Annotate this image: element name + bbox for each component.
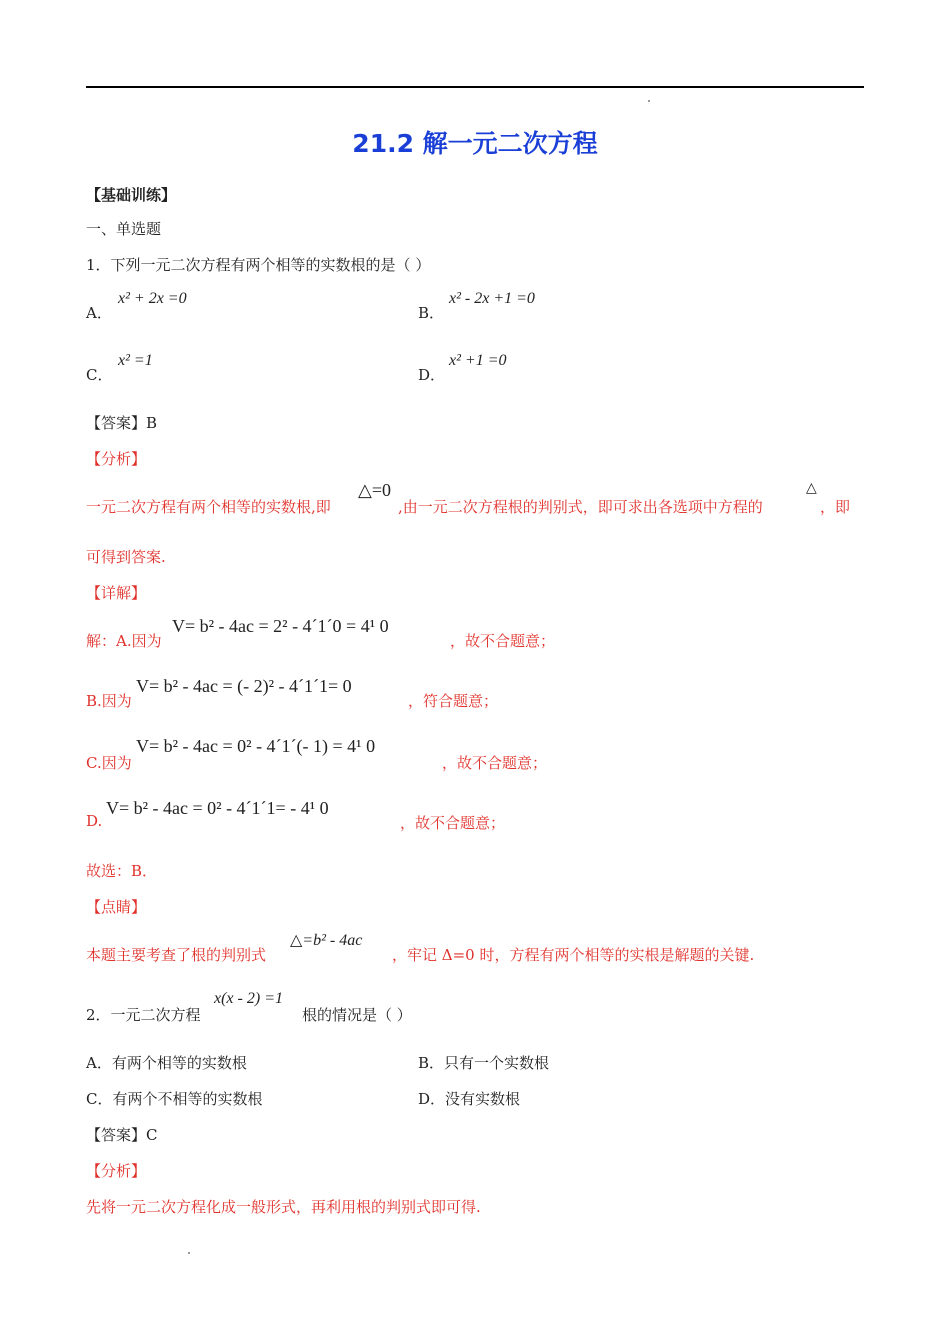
- part-heading: 一、单选题: [86, 220, 162, 238]
- q1-analysis-delta: △: [806, 481, 817, 496]
- q1-choice: 故选：B．: [86, 862, 158, 880]
- q1-option-b-label: B．: [418, 304, 445, 322]
- q1-option-d-expr: x² +1 =0: [449, 352, 507, 369]
- q1-step1-expr: V= b² - 4ac = 2² - 4´1´0 = 4¹ 0: [172, 616, 389, 636]
- q1-analysis-line1a: 一元二次方程有两个相等的实数根,即: [86, 498, 331, 516]
- q2-stem-a: 2．一元二次方程: [86, 1006, 201, 1024]
- q2-option-b: B．只有一个实数根: [418, 1054, 550, 1072]
- q2-analysis-text: 先将一元二次方程化成一般形式，再利用根的判别式即可得.: [86, 1198, 481, 1216]
- q1-point-expr: △=b² - 4ac: [290, 932, 363, 949]
- q2-stem-expr: x(x - 2) =1: [214, 990, 283, 1007]
- q1-step4-expr: V= b² - 4ac = 0² - 4´1´1= - 4¹ 0: [106, 798, 329, 818]
- q1-point-text-a: 本题主要考查了根的判别式: [86, 946, 267, 964]
- q1-step3-prefix: C.因为: [86, 754, 132, 772]
- q1-option-c-expr: x² =1: [118, 352, 153, 369]
- q1-step2-prefix: B.因为: [86, 692, 132, 710]
- stray-mark: [648, 100, 650, 102]
- q1-answer: 【答案】B: [86, 414, 158, 432]
- q1-option-c-label: C．: [86, 366, 113, 384]
- q1-step1-prefix: 解：A.因为: [86, 632, 162, 650]
- q1-point-text-b: ，牢记 Δ=0 时，方程有两个相等的实根是解题的关键.: [392, 946, 755, 964]
- page-title: 21.2 解一元二次方程: [352, 129, 598, 158]
- header-rule: [86, 86, 864, 88]
- q1-step2-expr: V= b² - 4ac = (- 2)² - 4´1´1= 0: [136, 676, 352, 696]
- q2-option-d: D．没有实数根: [418, 1090, 521, 1108]
- q1-point-heading: 【点睛】: [86, 898, 147, 916]
- q1-step3-expr: V= b² - 4ac = 0² - 4´1´(- 1) = 4¹ 0: [136, 736, 376, 756]
- q1-step1-suffix: ，故不合题意；: [450, 632, 556, 650]
- q2-option-c: C．有两个不相等的实数根: [86, 1090, 263, 1108]
- q1-step2-suffix: ，符合题意；: [408, 692, 499, 710]
- q2-analysis-heading: 【分析】: [86, 1162, 147, 1180]
- q1-detail-heading: 【详解】: [86, 584, 147, 602]
- q1-option-a-label: A．: [86, 304, 112, 322]
- stray-mark: [188, 1252, 190, 1254]
- q1-option-a-expr: x² + 2x =0: [118, 290, 187, 307]
- q1-analysis-line1c: ,由一元二次方程根的判别式，即可求出各选项中方程的: [398, 498, 763, 516]
- q1-step4-prefix: D.: [86, 812, 103, 830]
- q1-analysis-line2: 可得到答案.: [86, 548, 166, 566]
- q2-option-a: A．有两个相等的实数根: [86, 1054, 247, 1072]
- q2-stem-b: 根的情况是（ ）: [302, 1006, 412, 1024]
- q1-step3-suffix: ，故不合题意；: [442, 754, 548, 772]
- q1-step4-suffix: ，故不合题意；: [400, 814, 506, 832]
- q1-option-b-expr: x² - 2x +1 =0: [449, 290, 535, 307]
- q1-analysis-delta-zero: △=0: [358, 480, 391, 500]
- section-heading: 【基础训练】: [86, 186, 177, 204]
- q1-analysis-heading: 【分析】: [86, 450, 147, 468]
- q1-option-d-label: D．: [418, 366, 446, 384]
- q1-analysis-line1e: ，即: [820, 498, 851, 516]
- q2-answer: 【答案】C: [86, 1126, 158, 1144]
- q1-stem: 1．下列一元二次方程有两个相等的实数根的是（ ）: [86, 256, 431, 274]
